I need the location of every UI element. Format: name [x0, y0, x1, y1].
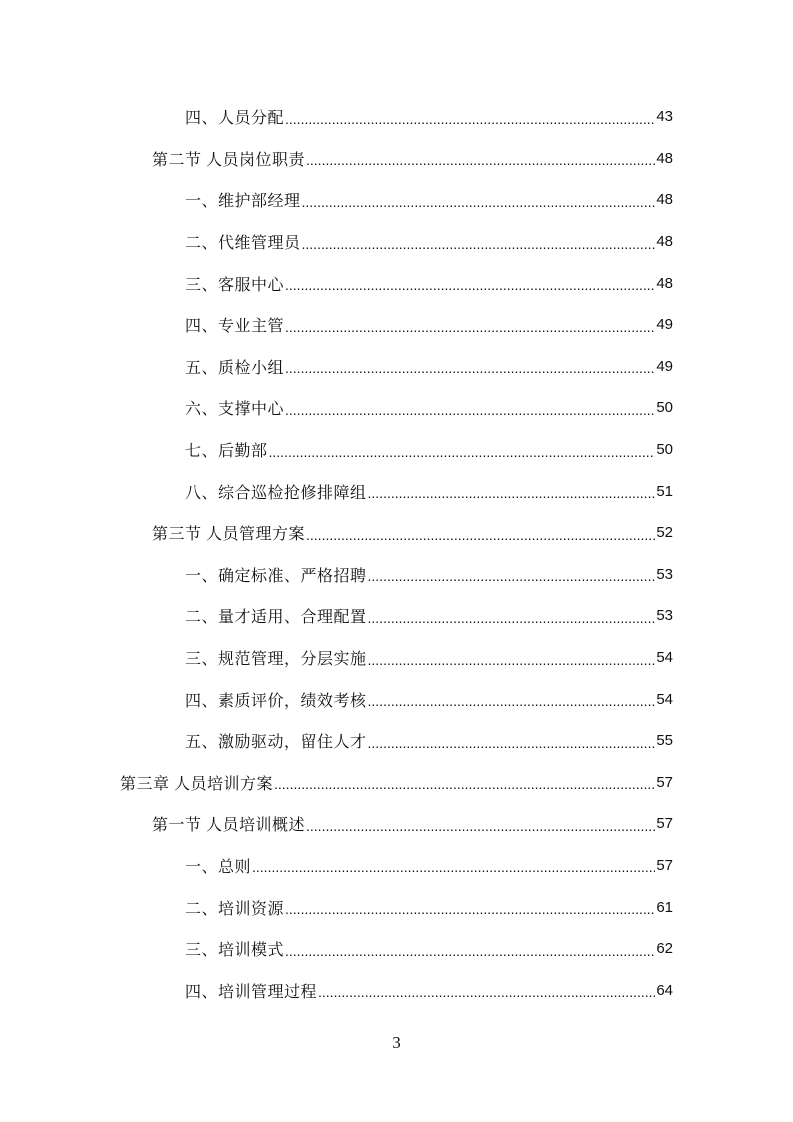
dot-leader: [285, 943, 655, 959]
toc-entry[interactable]: [0, 762, 793, 804]
dot-leader: [285, 360, 655, 376]
toc-entry-page: 57: [656, 815, 673, 833]
dot-leader: [285, 319, 655, 335]
toc-entry[interactable]: [0, 678, 793, 720]
toc-entry-page: 48: [656, 149, 673, 167]
toc-entry-title: 第三章 人员培训方案: [120, 775, 274, 793]
toc-entry[interactable]: [0, 470, 793, 512]
dot-leader: [269, 444, 656, 460]
toc-entry[interactable]: [0, 387, 793, 429]
toc-entry[interactable]: [0, 304, 793, 346]
toc-entry-page: 52: [656, 524, 673, 542]
dot-leader: [368, 485, 656, 501]
toc-entry-title: 五、激励驱动，留住人才: [185, 734, 367, 752]
dot-leader: [274, 776, 655, 792]
toc-entry-page: 43: [656, 108, 673, 126]
toc-entry-page: 54: [656, 690, 673, 708]
toc-entry-page: 54: [656, 649, 673, 667]
toc-entry-title: 四、专业主管: [185, 318, 285, 336]
toc-entry[interactable]: [0, 138, 793, 180]
toc-entry-title: 一、总则: [185, 858, 252, 876]
toc-entry-title: 五、质检小组: [185, 359, 285, 377]
toc-entry[interactable]: [0, 429, 793, 471]
toc-entry-title: 二、培训资源: [185, 900, 285, 918]
toc-entry-page: 55: [656, 732, 673, 750]
toc-entry[interactable]: [0, 262, 793, 304]
toc-entry-title: 二、量才适用、合理配置: [185, 609, 367, 627]
toc-entry[interactable]: [0, 969, 793, 1011]
toc-entry[interactable]: [0, 803, 793, 845]
dot-leader: [302, 194, 656, 210]
dot-leader: [368, 693, 656, 709]
toc-entry-page: 50: [656, 399, 673, 417]
toc-entry[interactable]: [0, 928, 793, 970]
toc-entry-title: 第一节 人员培训概述: [152, 817, 306, 835]
toc-entry[interactable]: [0, 179, 793, 221]
dot-leader: [306, 152, 655, 168]
toc-entry[interactable]: [0, 637, 793, 679]
toc-entry-page: 53: [656, 565, 673, 583]
toc-entry[interactable]: [0, 595, 793, 637]
dot-leader: [368, 568, 656, 584]
toc-entry-title: 一、维护部经理: [185, 193, 301, 211]
toc-entry-title: 第三节 人员管理方案: [152, 526, 306, 544]
toc-entry[interactable]: [0, 554, 793, 596]
toc-entry-page: 62: [656, 940, 673, 958]
toc-entry[interactable]: [0, 96, 793, 138]
page-number: 3: [392, 1033, 401, 1052]
toc-entry-title: 四、培训管理过程: [185, 983, 318, 1001]
toc-entry[interactable]: [0, 512, 793, 554]
toc-entry[interactable]: [0, 720, 793, 762]
toc-entry-title: 八、综合巡检抢修排障组: [185, 484, 367, 502]
toc-entry-page: 61: [656, 898, 673, 916]
toc-entry-title: 四、人员分配: [185, 110, 285, 128]
toc-entry-page: 48: [656, 233, 673, 251]
dot-leader: [368, 652, 656, 668]
toc-entry-title: 七、后勤部: [185, 443, 268, 461]
dot-leader: [368, 735, 656, 751]
toc-entry-page: 48: [656, 191, 673, 209]
toc-entry-title: 四、素质评价，绩效考核: [185, 692, 367, 710]
dot-leader: [252, 859, 655, 875]
dot-leader: [285, 277, 655, 293]
dot-leader: [285, 111, 655, 127]
toc-entry-title: 三、客服中心: [185, 276, 285, 294]
dot-leader: [318, 984, 655, 1000]
toc-entry[interactable]: [0, 845, 793, 887]
dot-leader: [306, 527, 655, 543]
toc-entry[interactable]: [0, 886, 793, 928]
dot-leader: [285, 402, 655, 418]
dot-leader: [285, 901, 655, 917]
toc-entry-title: 三、培训模式: [185, 942, 285, 960]
toc-entry-title: 六、支撑中心: [185, 401, 285, 419]
toc-entry-page: 50: [656, 441, 673, 459]
toc-entry-title: 一、确定标准、严格招聘: [185, 567, 367, 585]
toc-entry-title: 三、规范管理，分层实施: [185, 651, 367, 669]
table-of-contents: [0, 96, 793, 1011]
dot-leader: [368, 610, 656, 626]
toc-entry-page: 48: [656, 274, 673, 292]
toc-entry-title: 第二节 人员岗位职责: [152, 151, 306, 169]
toc-entry[interactable]: [0, 346, 793, 388]
toc-entry-title: 二、代维管理员: [185, 235, 301, 253]
toc-entry-page: 49: [656, 316, 673, 334]
toc-entry[interactable]: [0, 221, 793, 263]
toc-entry-page: 64: [656, 981, 673, 999]
toc-entry-page: 49: [656, 357, 673, 375]
toc-entry-page: 57: [656, 773, 673, 791]
toc-entry-page: 57: [656, 856, 673, 874]
toc-entry-page: 51: [656, 482, 673, 500]
toc-entry-page: 53: [656, 607, 673, 625]
dot-leader: [302, 236, 656, 252]
dot-leader: [306, 818, 655, 834]
